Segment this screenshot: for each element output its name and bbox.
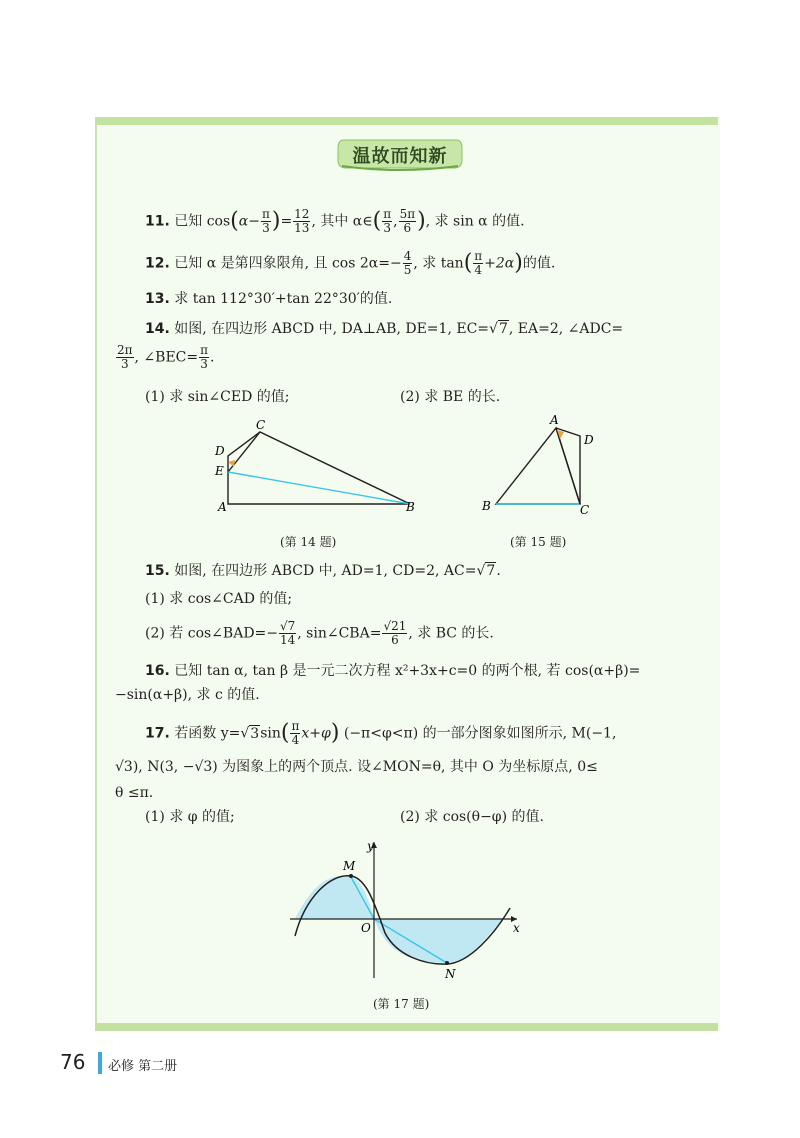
figure-17: [285, 838, 525, 983]
problem-14-sub1: (1) 求 sin∠CED 的值;: [145, 389, 290, 405]
bottom-green-bar: [95, 1023, 718, 1031]
label-O: O: [361, 921, 371, 935]
fraction: $\frac{2\pi}{3}$: [117, 343, 133, 371]
top-green-bar: [95, 117, 718, 125]
problem-17-sub1: (1) 求 φ 的值;: [145, 809, 235, 825]
problem-14-cont: $\frac{2\pi}{3}$ , ∠BEC= $\frac{\pi}{3}$ .: [117, 343, 215, 371]
label-B: B: [406, 500, 415, 514]
section-banner: [336, 138, 464, 172]
figure-17-graph: [285, 838, 525, 983]
label-D: D: [215, 444, 225, 458]
problem-13: 13. 求 tan 112°30′+tan 22°30′的值.: [145, 291, 393, 307]
problem-17: 17. 若函数 y=√3sin( $\frac{\pi}{4}$ x+φ) (−π<φ<π) 的一部分图象如图所示, M(−1,: [145, 719, 617, 747]
problem-14: 14. 如图, 在四边形 ABCD 中, DA⊥AB, DE=1, EC=√7, EA=2, ∠ADC=: [145, 321, 624, 337]
fraction: $\frac{\pi}{4}$: [474, 249, 483, 277]
fraction: $\frac{4}{5}$: [403, 249, 412, 277]
page-number: 76: [60, 1050, 86, 1074]
problem-17-cont: √3), N(3, −√3) 为图象上的两个顶点. 设∠MON=θ, 其中 O 为坐标原点, 0≤: [115, 759, 598, 775]
problem-11: 11. 已知 cos(α− $\frac{\pi}{3}$ )= $\frac{12}{13}$ , 其中 α∈( $\frac{\pi}{3}$ , $\frac{5\pi}{6}$ ), 求 sin α 的值.: [145, 207, 525, 235]
problem-17-cont2: θ ≤π.: [115, 785, 154, 801]
label-B: B: [482, 499, 491, 513]
figure-15-diagram: [480, 410, 600, 520]
fraction: $\frac{\pi}{3}$: [383, 207, 392, 235]
label-D: D: [584, 433, 594, 447]
fraction: $\frac{\pi}{3}$: [261, 207, 270, 235]
problem-17-sub2: (2) 求 cos(θ−φ) 的值.: [400, 809, 544, 825]
problem-16-cont: −sin(α+β), 求 c 的值.: [115, 687, 260, 703]
problem-12: 12. 已知 α 是第四象限角, 且 cos 2α=− $\frac{4}{5}$ , 求 tan( $\frac{\pi}{4}$ +2α)的值.: [145, 249, 556, 277]
fraction: $\frac{\pi}{3}$: [200, 343, 209, 371]
label-M: M: [343, 859, 356, 873]
section-title: 温故而知新: [352, 146, 448, 167]
label-A: A: [218, 500, 227, 514]
footer-accent-bar: [98, 1052, 102, 1074]
problem-15: 15. 如图, 在四边形 ABCD 中, AD=1, CD=2, AC=√7.: [145, 563, 501, 579]
label-C: C: [580, 503, 590, 517]
fraction: $\frac{√21}{6}$: [383, 619, 407, 647]
problem-15-sub1: (1) 求 cos∠CAD 的值;: [145, 591, 293, 607]
problem-15-sub2: (2) 若 cos∠BAD=− $\frac{√7}{14}$ , sin∠CBA= $\frac{√21}{6}$ , 求 BC 的长.: [145, 619, 494, 647]
problem-16: 16. 已知 tan α, tan β 是一元二次方程 x²+3x+c=0 的两个根, 若 cos(α+β)=: [145, 663, 641, 679]
fraction: $\frac{5\pi}{6}$: [399, 207, 416, 235]
caption-14: (第 14 题): [280, 535, 337, 549]
label-x: x: [513, 921, 520, 935]
fraction: $\frac{12}{13}$: [294, 207, 310, 235]
label-A: A: [550, 413, 559, 427]
figure-14-diagram: [210, 415, 420, 525]
caption-17: (第 17 题): [373, 997, 430, 1011]
figure-14: [210, 415, 420, 525]
label-E: E: [215, 464, 224, 478]
label-N: N: [445, 967, 456, 981]
fraction: $\frac{\pi}{4}$: [291, 719, 300, 747]
book-title: 必修 第二册: [108, 1059, 178, 1074]
figure-15: [480, 410, 600, 520]
problem-14-sub2: (2) 求 BE 的长.: [400, 389, 501, 405]
fraction: $\frac{√7}{14}$: [280, 619, 296, 647]
label-y: y: [367, 839, 374, 853]
label-C: C: [256, 418, 266, 432]
caption-15: (第 15 题): [510, 535, 567, 549]
